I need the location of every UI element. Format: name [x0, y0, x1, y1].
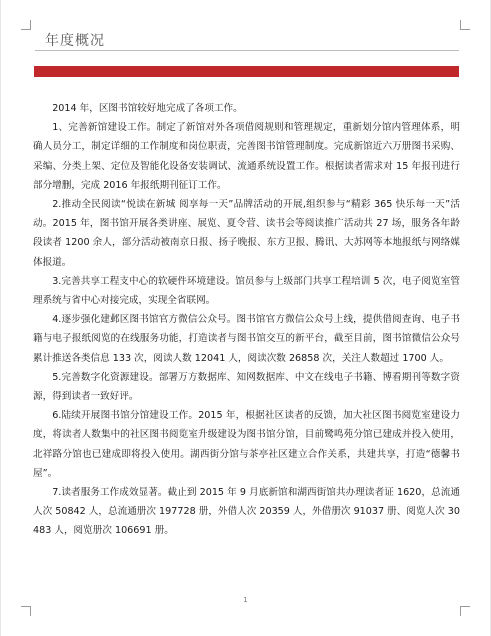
title-divider	[35, 50, 459, 51]
crop-mark-top-right	[460, 20, 470, 30]
crop-mark-bottom-left	[21, 606, 31, 616]
crop-mark-top-left	[21, 20, 31, 30]
page-number: 1	[243, 596, 248, 604]
paragraph-2: 2.推动全民阅读“悦读在新城 阅享每一天”品牌活动的开展,组织参与“精彩 365 快乐每一天”活动。2015 年，图书馆开展各类讲座、展览、夏令营、读书会等阅读推广活动共 27 场，服务各年龄段读者 1200 余人，部分活动被南京日报、扬子晚报、东方卫报、腾讯、大苏网等本地报纸与网络媒体报道。	[33, 199, 460, 268]
intro-paragraph: 2014 年，区图书馆较好地完成了各项工作。	[52, 103, 243, 114]
paragraph-4: 4.逐步强化建邺区图书馆官方微信公众号。图书馆官方微信公众号上线，提供借阅查询、电子书籍与电子报纸阅览的在线服务功能，打造读者与图书馆交互的新平台，截至目前，图书馆微信公众号累计推送各类信息 133 次，阅读人数 12041 人，阅读次数 26858 次，关注人数超过 1700 人。	[33, 314, 460, 364]
document-body[interactable]	[33, 99, 460, 541]
paragraph-5: 5.完善数字化资源建设。部署万方数据库、知网数据库、中文在线电子书籍、博看期刊等数字资源，得到读者一致好评。	[33, 371, 460, 403]
page-title: 年度概况	[45, 33, 105, 49]
paragraph-1: 1、完善新馆建设工作。制定了新馆对外各项借阅规则和管理规定，重新划分馆内管理体系，明确人员分工，制定详细的工作制度和岗位职责，完善图书馆管理制度。完成新馆近六万册图书采购、采编、分类上架、定位及智能化设备安装调试、流通系统设置工作。根据读者需求对 15 年报刊进行部分增删，完成 2016 年报纸期刊征订工作。	[33, 122, 460, 191]
paragraph-6: 6.陆续开展图书馆分馆建设工作。2015 年，根据社区读者的反馈，加大社区图书阅览室建设力度，将读者人数集中的社区图书阅览室升级建设为图书馆分馆，目前鹭鸣苑分馆已建成并投入使用，北祥路分馆也已建成即将投入使用。湖西街分馆与茶亭社区建立合作关系，共建共享，打造“德馨书屋”。	[33, 410, 460, 479]
accent-bar	[34, 66, 459, 77]
paragraph-3: 3.完善共享工程支中心的软硬件环境建设。馆员参与上级部门共享工程培训 5 次，电子阅览室管理系统与省中心对接完成，实现全省联网。	[33, 275, 460, 307]
paragraph-7: 7.读者服务工作成效显著。截止到 2015 年 9 月底新馆和湖西街馆共办理读者证 1620，总流通人次 50842 人，总流通册次 197728 册，外借人次 20359 人，外借册次 91037 册、阅览人次 30483 人，阅览册次 106691 册。	[33, 487, 460, 537]
crop-mark-bottom-right	[460, 606, 470, 616]
